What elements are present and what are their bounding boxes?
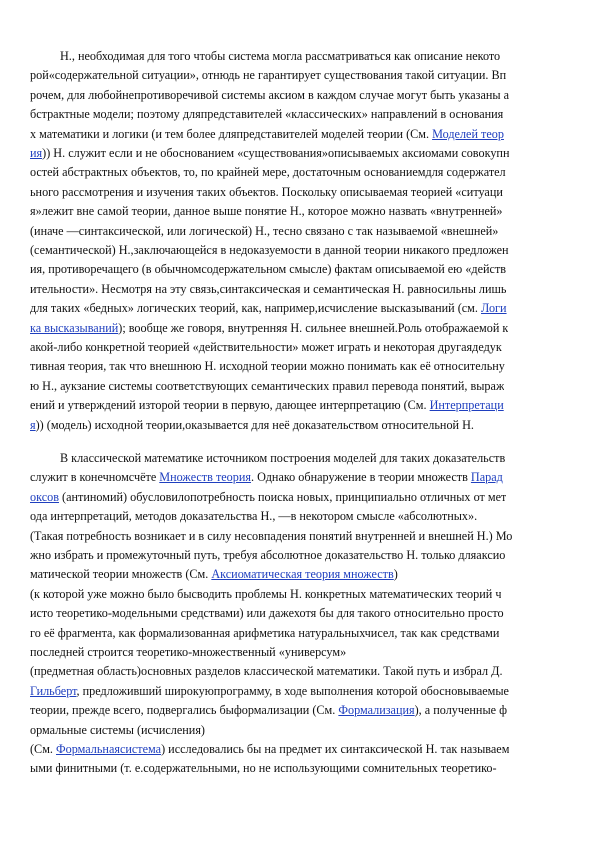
text-run: (Такая потребность возникает и в силу несовпадения понятий внутренней и внешней Н.) Мо (30, 528, 513, 543)
text-line (30, 398, 504, 413)
text-run: ю Н., аукзание системы соответствующих семантических правил перевода понятий, выраж (30, 378, 505, 393)
text-line (30, 88, 509, 103)
text-link[interactable]: оксов (30, 489, 59, 504)
text-line (60, 49, 500, 64)
text-link[interactable]: Формальнаясистема (56, 742, 162, 756)
text-run: В классической математике источником построения моделей для таких доказательств (60, 451, 506, 465)
text-run: акой-либо конкретной теорией «действительности» может играть и некоторая другаядедук (30, 340, 502, 354)
text-run: (предметная область)основных разделов классической математики. Такой путь и избрал Д. (30, 664, 503, 679)
text-run: теории, прежде всего, подвергались быформализации (См. (30, 703, 339, 718)
text-line (30, 107, 503, 122)
text-run: . Однако обнаружение в теории множеств (251, 470, 471, 485)
text-line (30, 282, 506, 297)
text-run: рочем, для любойнепротиворечивой системы аксиом в каждом случае могут быть указаны а (30, 87, 510, 102)
text-line (30, 645, 346, 660)
text-line (30, 548, 505, 563)
text-run: ); вообще же говоря, внутренняя Н. сильнее внешней.Роль отображаемой к (118, 320, 509, 335)
text-run: ений и утверждений изторой теории в первую, дающее интерпретацию (См. (30, 398, 430, 413)
text-line (30, 301, 507, 316)
text-run: ) (393, 567, 398, 582)
text-link[interactable]: Гильберт (30, 683, 77, 698)
text-run: для таких «бедных» логических теорий, как, например,исчисление высказываний (см. (30, 301, 481, 316)
text-link[interactable]: Моделей теор (432, 126, 504, 141)
text-line (30, 606, 504, 621)
text-line (30, 340, 502, 355)
text-link[interactable]: Логи (481, 301, 507, 316)
text-line (30, 490, 506, 505)
text-run: (иначе —синтаксической, или логической) Н., тесно связано с так называемой «внешней» (30, 223, 499, 238)
text-line (30, 723, 205, 738)
text-run: Н., необходимая для того чтобы система могла рассматриваться как описание некото (60, 49, 501, 63)
text-line (30, 626, 499, 641)
text-link[interactable]: Аксиоматическая теория множеств (211, 567, 394, 582)
text-run: ормальные системы (исчисления) (30, 722, 205, 737)
text-run: )) (модель) исходной теории,оказывается для неё доказательством относительной Н. (35, 417, 474, 432)
text-run: ) исследовались бы на предмет их синтаксической Н. так называем (161, 742, 510, 756)
text-run: х математики и логики (и тем более дляпредставителей моделей теории (См. (30, 126, 433, 141)
text-line (30, 529, 512, 544)
text-run: го её фрагмента, как формализованная арифметика натуральныхчисел, так как средствами (30, 625, 500, 640)
text-line (30, 204, 503, 219)
text-link[interactable]: Формализация (338, 703, 415, 718)
text-run: ия, противоречащего (в обычномсодержательном смысле) фактам описываемой ею «действ (30, 262, 507, 277)
text-line (30, 470, 503, 485)
text-line (30, 684, 509, 699)
text-line (30, 243, 509, 258)
text-link[interactable]: ка высказываний (30, 320, 119, 335)
text-run: ыми финитными (т. е.содержательными, но не использующими сомнительных теоретико- (30, 761, 497, 776)
text-run: )) Н. служит если и не обоснованием «существования»описываемых аксиомами совокупн (42, 146, 510, 160)
text-link[interactable]: Множеств теория (159, 470, 251, 485)
text-run: ода интерпретаций, методов доказательства Н., —в некотором смысле «абсолютных». (30, 509, 478, 524)
text-line (30, 224, 498, 239)
text-line (30, 127, 504, 142)
text-line (30, 321, 508, 336)
text-line (30, 509, 477, 524)
text-line (30, 68, 506, 83)
text-run: жно избрать и промежуточный путь, требуя абсолютное доказательство Н. только дляаксио (30, 548, 506, 562)
text-line (30, 418, 474, 433)
text-run: матической теории множеств (См. (30, 567, 212, 582)
text-run: бстрактные модели; поэтому дляпредставителей «классических» направлений в основания (30, 107, 504, 122)
text-line (30, 262, 506, 277)
text-link[interactable]: ия (30, 146, 43, 160)
text-run: ьного рассмотрения и изучения таких объектов. Поскольку описываемая теорией «ситуаци (30, 184, 503, 199)
text-run: исто теоретико-модельными средствами) или дажехотя бы для такого относительно просто (30, 606, 504, 621)
text-line (30, 379, 504, 394)
text-run: я»лежит вне самой теории, данное выше понятие Н., которое можно назвать «внутренней» (30, 204, 503, 219)
text-line (30, 742, 509, 757)
text-run: , предложивший широкуюпрограмму, в ходе выполнения которой обосновываемые (76, 683, 509, 698)
text-run: тивная теория, так что внешнюю Н. исходной теории можно понимать как её относительну (30, 359, 505, 374)
text-line (30, 146, 509, 161)
text-line (30, 185, 503, 200)
text-run: рой«содержательной ситуации», отнюдь не гарантирует существования такой ситуации. Вп (30, 68, 507, 83)
text-run: (См. (30, 742, 56, 756)
text-link[interactable]: я (30, 417, 36, 432)
text-run: (антиномий) обусловилопотребность поиска новых, принципиально отличных от мет (58, 489, 507, 504)
text-line (30, 587, 501, 602)
text-run: служит в конечномсчёте (30, 470, 160, 485)
text-line (30, 359, 505, 374)
text-line (60, 451, 505, 466)
text-run: (к которой уже можно было бысводить проблемы Н. конкретных математических теорий ч (30, 586, 502, 601)
text-run: последней строится теоретико-множественный «универсум» (30, 645, 347, 659)
text-run: (семантической) Н.,заключающейся в недоказуемости в данной теории никакого предложен (30, 243, 509, 257)
text-line (30, 165, 506, 180)
text-run: остей абстрактных объектов, то, по крайней мере, достаточным основаниемдля содержател (30, 165, 506, 180)
text-line (30, 567, 398, 582)
text-run: ), а полученные ф (414, 703, 507, 718)
text-line (30, 703, 507, 718)
text-link[interactable]: Интерпретаци (429, 398, 504, 413)
text-line (30, 664, 503, 679)
text-line (30, 761, 497, 776)
text-link[interactable]: Парад (470, 470, 503, 485)
text-run: ительности». Несмотря на эту связь,синтаксическая и семантическая Н. равносильны лишь (30, 281, 507, 296)
